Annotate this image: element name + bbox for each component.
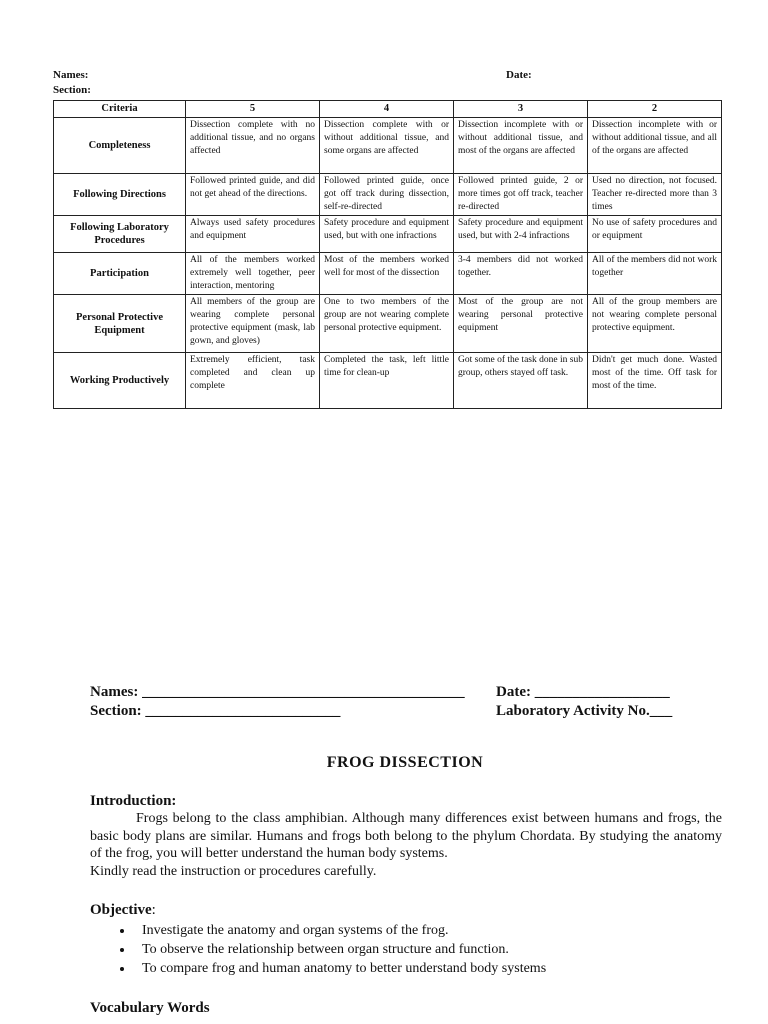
rubric-cell: Extremely efficient, task completed and clean up complete	[186, 353, 320, 409]
rubric-section-label: Section:	[53, 84, 91, 96]
rubric-cell: Completed the task, left little time for clean-up	[320, 353, 454, 409]
rubric-cell: Dissection incomplete with or without additional tissue, and all of the organs are affected	[588, 118, 722, 174]
rubric-cell: Dissection complete with or without additional tissue, and some organs are affected	[320, 118, 454, 174]
introduction-heading: Introduction:	[90, 793, 177, 809]
list-item: • To compare frog and human anatomy to better understand body systems	[134, 959, 730, 978]
rubric-cell: All of the members did not work together	[588, 253, 722, 295]
criteria-cell: Following Laboratory Procedures	[54, 216, 186, 253]
header-criteria: Criteria	[54, 101, 186, 118]
table-row	[54, 253, 722, 295]
introduction-text: Frogs belong to the class amphibian. Although many differences exist between humans and frogs, the basic body plans are similar. Humans and frogs both belong to the phylum Chordata. By studying the anatomy of the frog, you will better understand the human body systems.	[90, 811, 722, 861]
objective-heading-text: Objective	[90, 902, 152, 918]
objective-colon: :	[151, 902, 156, 918]
table-row	[54, 174, 722, 216]
criteria-cell: Working Productively	[54, 353, 186, 409]
rubric-cell: Got some of the task done in sub group, others stayed off task.	[454, 353, 588, 409]
rubric-cell: All members of the group are wearing complete personal protective equipment (mask, lab gown, and gloves)	[186, 295, 320, 353]
rubric-cell: Safety procedure and equipment used, but with 2-4 infractions	[454, 216, 588, 253]
list-item: • To observe the relationship between organ structure and function.	[134, 940, 730, 959]
table-row	[54, 295, 722, 353]
rubric-cell: Didn't get much done. Wasted most of the time. Off task for most of the time.	[588, 353, 722, 409]
criteria-cell: Completeness	[54, 118, 186, 174]
rubric-cell: Always used safety procedures and equipment	[186, 216, 320, 253]
section-field[interactable]: Section: __________________________	[90, 703, 341, 719]
rubric-cell: Followed printed guide, and did not get ahead of the directions.	[186, 174, 320, 216]
activity-number-field[interactable]: Laboratory Activity No.___	[496, 703, 673, 719]
introduction-note: Kindly read the instruction or procedures carefully.	[90, 864, 377, 879]
names-field[interactable]: Names: ___________________________________________	[90, 684, 465, 700]
date-field[interactable]: Date: __________________	[496, 684, 670, 700]
rubric-cell: No use of safety procedures and or equipment	[588, 216, 722, 253]
rubric-cell: Most of the members worked well for most of the dissection	[320, 253, 454, 295]
criteria-cell: Following Directions	[54, 174, 186, 216]
objective-heading	[90, 902, 156, 919]
rubric-cell: All of the members worked extremely well together, peer interaction, mentoring	[186, 253, 320, 295]
header-score-3: 3	[454, 101, 588, 118]
rubric-cell: Most of the group are not wearing personal protective equipment	[454, 295, 588, 353]
rubric-header-row	[54, 101, 722, 118]
rubric-cell: Dissection complete with no additional tissue, and no organs affected	[186, 118, 320, 174]
objectives-list	[90, 921, 730, 978]
rubric-cell: Followed printed guide, 2 or more times got off track, teacher re-directed	[454, 174, 588, 216]
rubric-cell: Safety procedure and equipment used, but with one infractions	[320, 216, 454, 253]
header-score-4: 4	[320, 101, 454, 118]
table-row	[54, 118, 722, 174]
list-item: • Investigate the anatomy and organ systems of the frog.	[134, 921, 730, 940]
vocabulary-heading: Vocabulary Words	[90, 1000, 210, 1016]
rubric-cell: Used no direction, not focused. Teacher re-directed more than 3 times	[588, 174, 722, 216]
criteria-cell: Participation	[54, 253, 186, 295]
rubric-cell: Followed printed guide, once got off track during dissection, self-re-directed	[320, 174, 454, 216]
rubric-cell: 3-4 members did not worked together.	[454, 253, 588, 295]
criteria-cell: Personal Protective Equipment	[54, 295, 186, 353]
rubric-cell: One to two members of the group are not wearing complete personal protective equipment.	[320, 295, 454, 353]
rubric-cell: All of the group members are not wearing complete personal protective equipment.	[588, 295, 722, 353]
rubric-cell: Dissection incomplete with or without additional tissue, and most of the organs are affected	[454, 118, 588, 174]
objectives-list-wrapper	[90, 921, 730, 978]
rubric-names-label: Names:	[53, 69, 89, 81]
page-title: FROG DISSECTION	[326, 754, 484, 771]
table-row	[54, 353, 722, 409]
header-score-5: 5	[186, 101, 320, 118]
rubric-table	[53, 100, 722, 409]
table-row	[54, 216, 722, 253]
rubric-date-label: Date:	[506, 69, 532, 81]
header-score-2: 2	[588, 101, 722, 118]
